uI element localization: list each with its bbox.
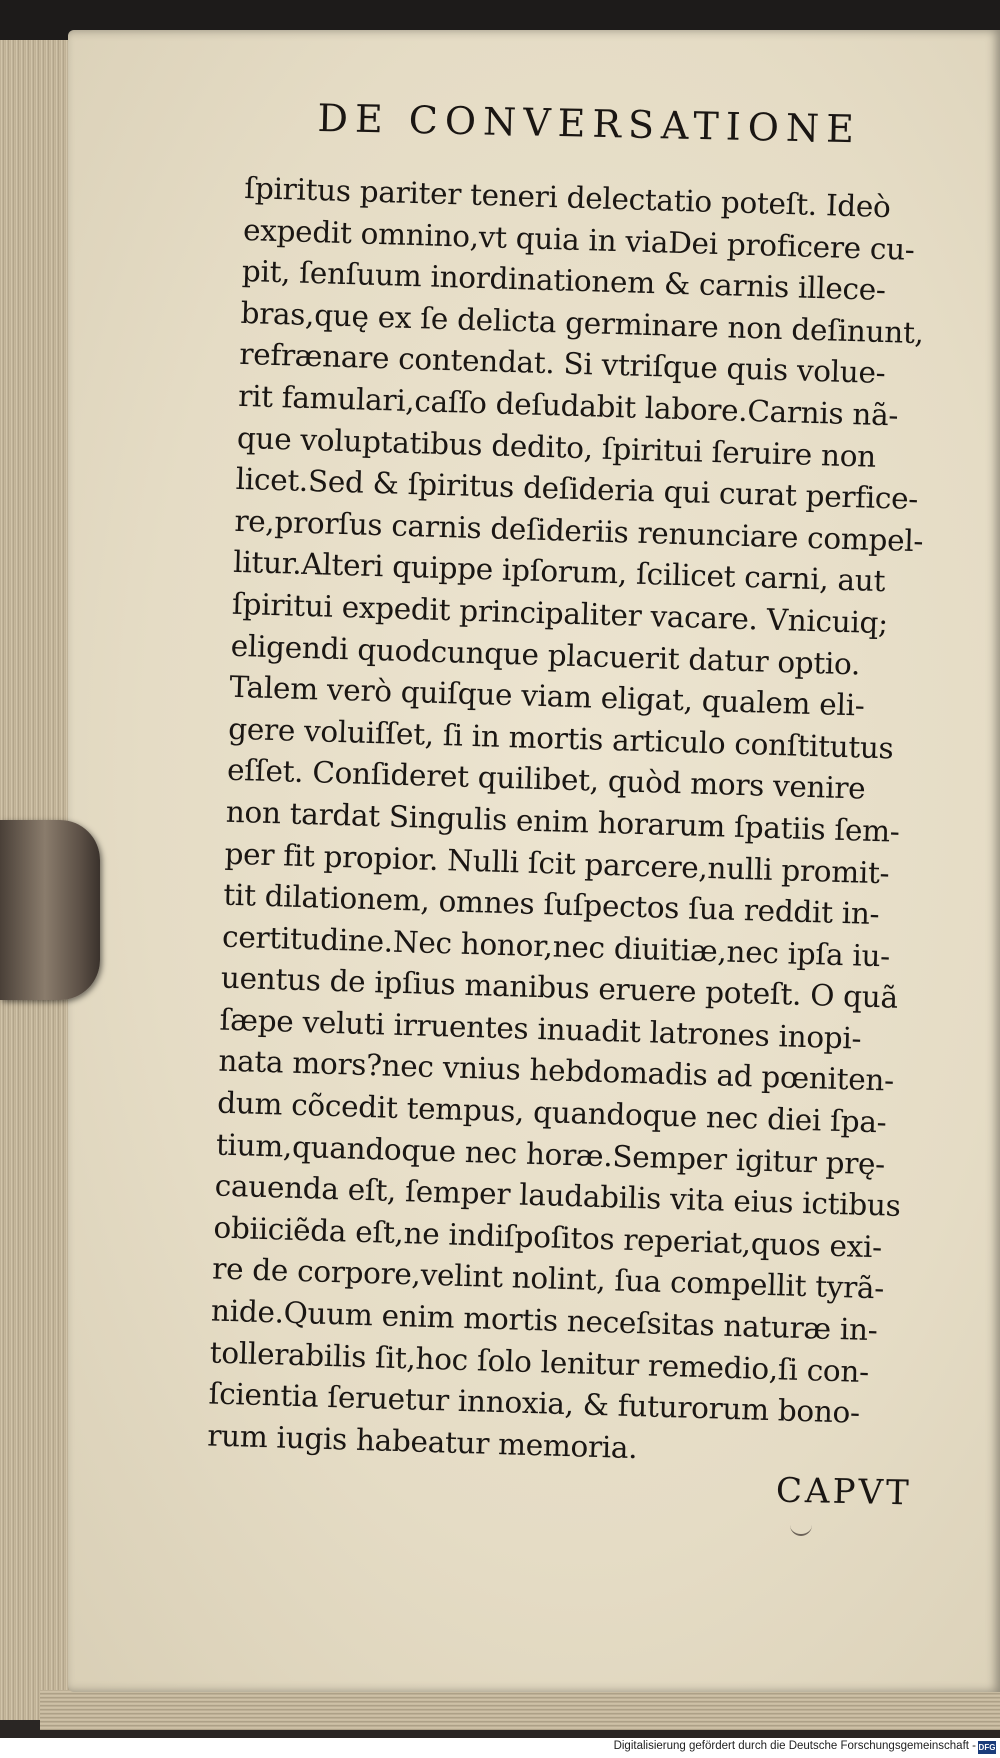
- text-line: re,prorſus carnis deſideriis renunciare compel-: [234, 503, 924, 559]
- text-line: tollerabilis ſit,hoc ſolo lenitur remedio,ſi con-: [209, 1335, 870, 1389]
- text-line: expedit omnino,vt quia in viaDei proficere cu-: [242, 212, 915, 267]
- text-line: dum cõcedit tempus, quandoque nec diei ſpa-: [216, 1085, 887, 1140]
- text-line: rum iugis habeatur memoria.: [206, 1418, 638, 1466]
- text-line: nide.Quum enim mortis neceſsitas naturæ in-: [210, 1293, 878, 1348]
- text-line: non tardat Singulis enim horarum ſpatiis ſem-: [225, 794, 900, 849]
- text-line: refrænare contendat. Si vtriſque quis volue-: [238, 337, 886, 391]
- text-line: uentus de ipſius manibus eruere poteſt. O quã: [220, 960, 899, 1016]
- text-line: ſæpe veluti irruentes inuadit latrones inopi-: [219, 1002, 862, 1056]
- text-line: rit famulari,caſſo deſudabit labore.Carnis nã-: [237, 378, 899, 433]
- running-head: DE CONVERSATIONE: [317, 96, 862, 152]
- body-text: [207, 168, 965, 1478]
- dfg-logo: DFG: [978, 1743, 996, 1752]
- text-line: eſſet. Conſideret quilibet, quòd mors venire: [226, 753, 866, 806]
- funding-credit: Digitalisierung gefördert durch die Deutsche Forschungsgemeinschaft -: [613, 1740, 976, 1752]
- text-line: certitudine.Nec honor,nec diuitiæ,nec ipſa iu-: [221, 919, 891, 974]
- text-line: bras,quę ex ſe delicta germinare non deſinunt,: [240, 295, 925, 350]
- text-line: que voluptatibus dedito, ſpiritui ſeruire non: [236, 420, 877, 474]
- text-line: pit, ſenſuum inordinationem & carnis illece-: [241, 254, 887, 308]
- text-line: tit dilationem, omnes ſuſpectos ſua reddit in-: [222, 877, 880, 932]
- text-line: per fit propior. Nulli ſcit parcere,nulli promit-: [224, 836, 890, 890]
- text-line: nata mors?nec vnius hebdomadis ad pœniten-: [217, 1044, 895, 1099]
- text-line: ſcientia ſeruetur innoxia, & futurorum bono-: [208, 1376, 861, 1430]
- text-line: obiiciẽda eſt,ne indiſpoſitos reperiat,quos exi-: [213, 1210, 883, 1265]
- catchword: CAPVT: [775, 1470, 913, 1514]
- text-line: litur.Alteri quippe ipſorum, ſcilicet carni, aut: [232, 545, 886, 599]
- text-line: gere voluiſſet, ſi in mortis articulo conſtitutus: [227, 711, 894, 766]
- book-bottom-edges: [40, 1690, 1000, 1730]
- text-line: ſpiritus pariter teneri delectatio poteſt. Ideò: [243, 170, 892, 225]
- text-line: re de corpore,velint nolint, ſua compellit tyrã-: [211, 1251, 885, 1306]
- text-line: cauenda eſt, ſemper laudabilis vita eius ictibus: [214, 1168, 901, 1224]
- text-line: licet.Sed & ſpiritus deſideria qui curat perfice-: [235, 462, 919, 517]
- text-line: Talem verò quiſque viam eligat, qualem eli-: [229, 669, 865, 723]
- page-clamp: [0, 820, 100, 1000]
- text-line: eligendi quodcunque placuerit datur optio.: [230, 628, 861, 681]
- text-line: tium,quandoque nec horæ.Semper igitur prę-: [215, 1127, 886, 1182]
- text-line: ſpiritui expedit principaliter vacare. Vnicuiq;: [231, 586, 889, 641]
